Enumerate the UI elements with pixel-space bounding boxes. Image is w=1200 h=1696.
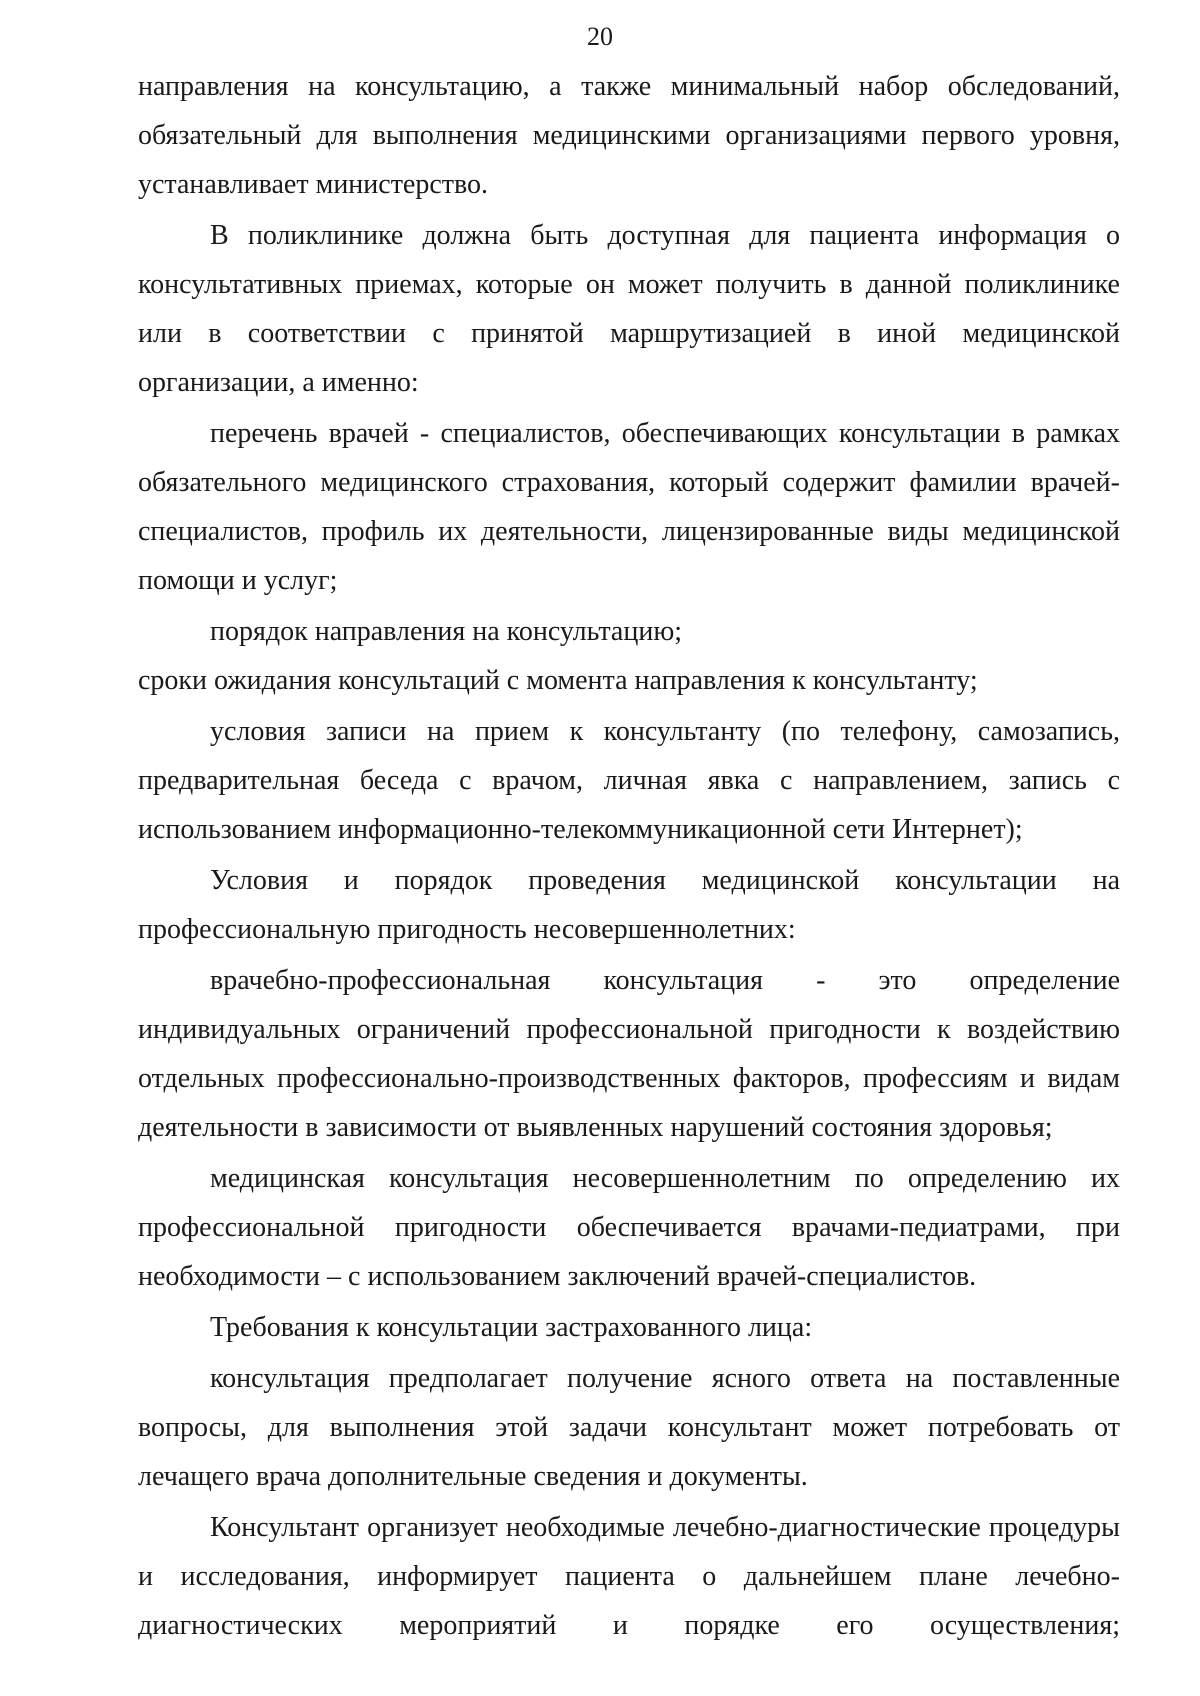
document-body <box>138 62 1120 1650</box>
paragraph: Условия и порядок проведения медицинской консультации на профессиональную пригодность несовершеннолетних: <box>138 865 1120 945</box>
paragraph: перечень врачей - специалистов, обеспечивающих консультации в рамках обязательного медицинского страхования, который содержит фамилии врачей-специалистов, профиль их деятельности, лицензированные виды медицинской помощи и услуг; <box>138 418 1120 596</box>
paragraph: Консультант организует необходимые лечебно-диагностические процедуры и исследования, информирует пациента о дальнейшем плане лечебно-диагностических мероприятий и порядке его осуществления; <box>138 1512 1120 1641</box>
paragraph: сроки ожидания консультаций с момента направления к консультанту; <box>138 665 978 696</box>
paragraph: условия записи на прием к консультанту (по телефону, самозапись, предварительная беседа с врачом, личная явка с направлением, запись с использованием информационно-телекоммуникационной сети Интернет); <box>138 716 1120 845</box>
paragraph: В поликлинике должна быть доступная для пациента информация о консультативных приемах, которые он может получить в данной поликлинике или в соответствии с принятой маршрутизацией в иной медицинской организации, а именно: <box>138 220 1120 398</box>
paragraph: Требования к консультации застрахованного лица: <box>210 1312 813 1343</box>
paragraph: врачебно-профессиональная консультация - это определение индивидуальных ограничений профессиональной пригодности к воздействию отдельных профессионально-производственных факторов, профессиям и видам деятельности в зависимости от выявленных нарушений состояния здоровья; <box>138 965 1120 1143</box>
paragraph: порядок направления на консультацию; <box>210 616 683 647</box>
paragraph: медицинская консультация несовершеннолетним по определению их профессиональной пригодности обеспечивается врачами-педиатрами, при необходимости – с использованием заключений врачей-специалистов. <box>138 1163 1120 1292</box>
paragraph: направления на консультацию, а также минимальный набор обследований, обязательный для выполнения медицинскими организациями первого уровня, устанавливает министерство. <box>138 71 1120 200</box>
page-number: 20 <box>587 22 613 51</box>
paragraph: консультация предполагает получение ясного ответа на поставленные вопросы, для выполнения этой задачи консультант может потребовать от лечащего врача дополнительные сведения и документы. <box>138 1363 1120 1492</box>
